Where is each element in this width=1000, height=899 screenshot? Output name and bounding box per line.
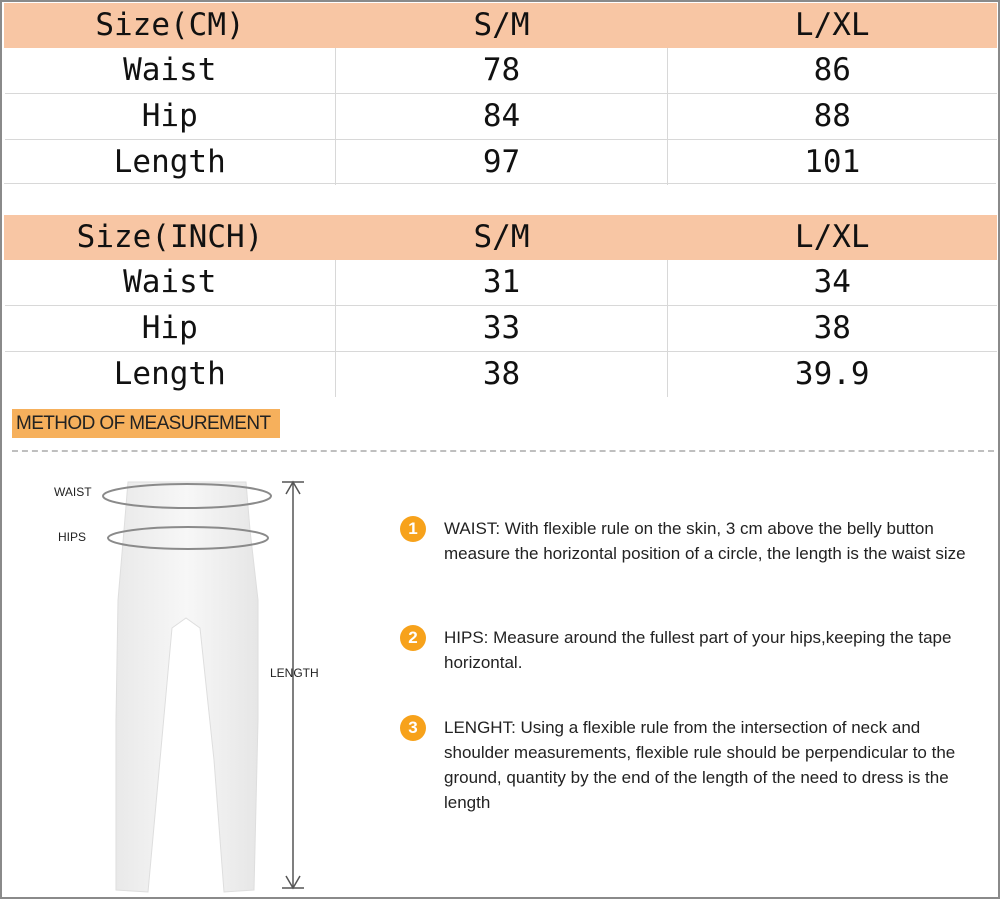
header-l-xl: L/XL (668, 3, 997, 48)
step-hips (400, 625, 980, 675)
header-size-inch: Size(INCH) (5, 215, 336, 260)
cell-value: 38 (668, 306, 997, 352)
table-divider (4, 183, 996, 184)
step-number-badge: 1 (400, 516, 426, 542)
cell-value: 86 (668, 48, 997, 94)
length-label: LENGTH (270, 666, 319, 680)
cell-value: 78 (336, 48, 668, 94)
table-row (5, 306, 997, 352)
step-waist (400, 516, 980, 566)
row-label-waist: Waist (5, 48, 336, 94)
table-header-row (5, 3, 997, 48)
table-row (5, 352, 997, 398)
row-label-hip: Hip (5, 94, 336, 140)
step-length (400, 715, 980, 815)
cell-value: 84 (336, 94, 668, 140)
cell-value: 39.9 (668, 352, 997, 398)
table-row (5, 140, 997, 186)
header-l-xl: L/XL (668, 215, 997, 260)
size-table-cm (4, 3, 997, 185)
cell-value: 34 (668, 260, 997, 306)
table-header-row (5, 215, 997, 260)
dashed-divider (12, 450, 994, 452)
table-row (5, 48, 997, 94)
cell-value: 31 (336, 260, 668, 306)
header-s-m: S/M (336, 215, 668, 260)
row-label-waist: Waist (5, 260, 336, 306)
table-row (5, 94, 997, 140)
header-size-cm: Size(CM) (5, 3, 336, 48)
step-text: HIPS: Measure around the fullest part of your hips,keeping the tape horizontal. (444, 628, 952, 672)
cell-value: 97 (336, 140, 668, 186)
leggings-silhouette (116, 482, 258, 892)
cell-value: 38 (336, 352, 668, 398)
cell-value: 33 (336, 306, 668, 352)
step-number-badge: 2 (400, 625, 426, 651)
row-label-hip: Hip (5, 306, 336, 352)
header-s-m: S/M (336, 3, 668, 48)
hips-label: HIPS (58, 530, 87, 544)
step-number-badge: 3 (400, 715, 426, 741)
step-text: LENGHT: Using a flexible rule from the intersection of neck and shoulder measurements, flexible rule should be perpendicular to the ground, quantity by the end of the length of the need to dress is the length (444, 718, 956, 812)
row-label-length: Length (113, 356, 226, 392)
cell-value: 88 (668, 94, 997, 140)
table-row (5, 260, 997, 306)
waist-label: WAIST (54, 485, 92, 499)
row-label-length: Length (113, 144, 226, 180)
size-table-inch (4, 215, 997, 397)
cell-value: 101 (668, 140, 997, 186)
method-title: METHOD OF MEASUREMENT (12, 409, 280, 438)
step-text: WAIST: With flexible rule on the skin, 3 cm above the belly button measure the horizontal position of a circle, the length is the waist size (444, 519, 966, 563)
